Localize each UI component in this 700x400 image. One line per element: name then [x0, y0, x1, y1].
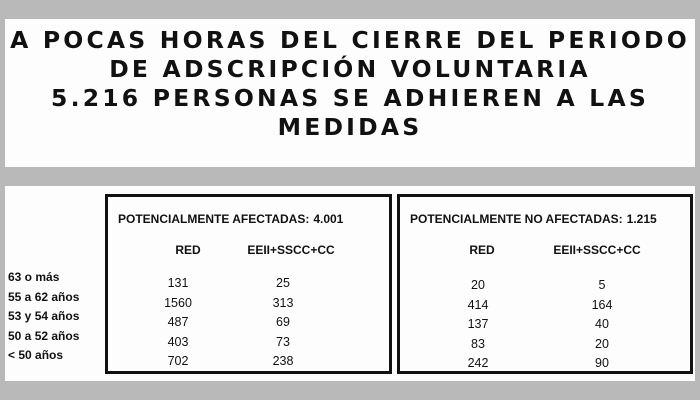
group-b-col-eeii: EEII+SSCC+CC — [553, 243, 641, 257]
group-b-title-text: POTENCIALMENTE NO AFECTADAS: — [410, 212, 623, 226]
group-a-cell: 73 — [276, 335, 290, 349]
headline-line-4: MEDIDAS — [277, 113, 423, 141]
group-b-cell: 20 — [471, 278, 485, 292]
group-a-cell: 238 — [272, 354, 294, 368]
group-b-cell: 414 — [467, 298, 489, 312]
group-a-cell: 403 — [167, 335, 189, 349]
group-b-cell: 137 — [467, 317, 489, 331]
group-b-total: 1.215 — [626, 212, 657, 226]
group-b-cell: 5 — [598, 278, 606, 292]
group-b-cell: 164 — [591, 298, 613, 312]
headline — [5, 26, 695, 142]
row-label-53-54: 53 y 54 años — [8, 309, 80, 323]
row-label-50-52: 50 a 52 años — [8, 329, 80, 343]
group-a-col-eeii: EEII+SSCC+CC — [247, 243, 335, 257]
group-a-title-text: POTENCIALMENTE AFECTADAS: — [118, 212, 310, 226]
group-a-title — [118, 212, 399, 226]
row-label-under-50: < 50 años — [8, 348, 64, 362]
group-b-cell: 90 — [595, 356, 609, 370]
headline-line-2: DE ADSCRIPCIÓN VOLUNTARIA — [109, 55, 591, 83]
group-a-cell: 25 — [276, 276, 290, 290]
row-label-63-plus: 63 o más — [8, 270, 60, 284]
group-a-cell: 487 — [167, 315, 189, 329]
headline-panel — [5, 19, 695, 167]
group-a-col-red: RED — [175, 243, 201, 257]
group-b-cell: 20 — [595, 337, 609, 351]
group-potencialmente-afectadas — [105, 194, 392, 374]
group-a-cell: 131 — [167, 276, 189, 290]
group-a-cell: 69 — [276, 315, 290, 329]
group-a-cell: 702 — [167, 354, 189, 368]
group-potencialmente-no-afectadas — [397, 194, 693, 374]
data-table-panel — [5, 186, 695, 381]
group-b-cell: 242 — [467, 356, 489, 370]
group-b-col-red: RED — [469, 243, 495, 257]
headline-line-1: A POCAS HORAS DEL CIERRE DEL PERIODO — [10, 26, 690, 54]
group-a-total: 4.001 — [313, 212, 344, 226]
group-b-cell: 40 — [595, 317, 609, 331]
group-b-cell: 83 — [471, 337, 485, 351]
group-a-cell: 1560 — [164, 296, 192, 310]
group-b-title — [410, 212, 700, 226]
group-a-cell: 313 — [272, 296, 294, 310]
headline-line-3: 5.216 PERSONAS SE ADHIEREN A LAS — [51, 84, 649, 112]
row-label-55-62: 55 a 62 años — [8, 290, 80, 304]
